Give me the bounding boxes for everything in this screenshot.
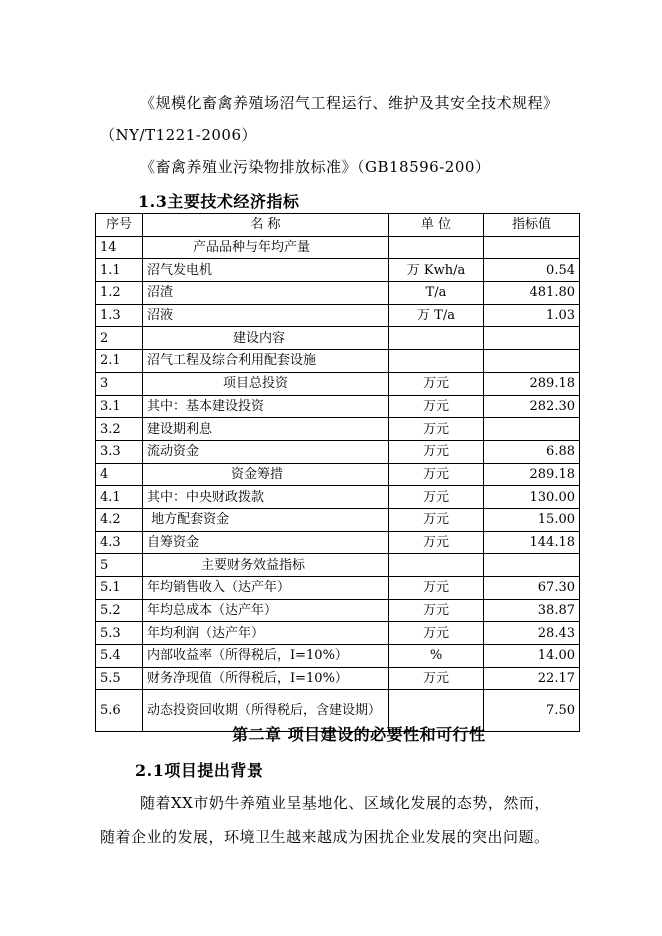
cell-value: 67.30 (484, 577, 580, 600)
cell-no: 3.1 (96, 395, 143, 418)
cell-unit: 万 Kwh/a (389, 259, 484, 282)
cell-no: 5.4 (96, 645, 143, 668)
cell-value (484, 418, 580, 441)
reference-2: 《畜禽养殖业污染物排放标准》（GB18596-200） (140, 158, 491, 176)
cell-value: 289.18 (484, 372, 580, 395)
cell-unit: 万元 (389, 486, 484, 509)
cell-no: 3.3 (96, 440, 143, 463)
table-row (96, 395, 580, 418)
cell-name: 资金筹措 (143, 463, 389, 486)
cell-unit: 万元 (389, 667, 484, 690)
cell-name: 建设期利息 (143, 418, 389, 441)
cell-value: 282.30 (484, 395, 580, 418)
reference-1-code: （NY/T1221-2006） (100, 126, 258, 144)
table-row (96, 259, 580, 282)
cell-no: 2.1 (96, 350, 143, 373)
cell-unit: 万元 (389, 577, 484, 600)
cell-no: 1.1 (96, 259, 143, 282)
cell-value: 14.00 (484, 645, 580, 668)
cell-no: 2 (96, 327, 143, 350)
table-row (96, 622, 580, 645)
cell-name: 主要财务效益指标 (143, 554, 389, 577)
cell-value (484, 350, 580, 373)
cell-no: 1.3 (96, 304, 143, 327)
cell-value: 481.80 (484, 282, 580, 305)
cell-name: 地方配套资金 (143, 508, 389, 531)
cell-no: 5 (96, 554, 143, 577)
table-row (96, 599, 580, 622)
cell-name: 内部收益率（所得税后，I=10%） (143, 645, 389, 668)
cell-value: 7.50 (484, 690, 580, 732)
chapter-title: 第二章 项目建设的必要性和可行性 (232, 725, 486, 744)
cell-name: 其中：基本建设投资 (143, 395, 389, 418)
cell-no: 3 (96, 372, 143, 395)
cell-value: 22.17 (484, 667, 580, 690)
cell-name: 自筹资金 (143, 531, 389, 554)
cell-no: 4 (96, 463, 143, 486)
cell-name: 沼渣 (143, 282, 389, 305)
subsection-title: 2.1项目提出背景 (135, 761, 264, 780)
cell-no: 4.1 (96, 486, 143, 509)
cell-value: 0.54 (484, 259, 580, 282)
cell-name: 沼气工程及综合利用配套设施 (143, 350, 389, 373)
section-title: 1.3主要技术经济指标 (138, 192, 300, 211)
body-line-2: 随着企业的发展，环境卫生越来越成为困扰企业发展的突出问题。 (100, 828, 550, 846)
cell-value (484, 327, 580, 350)
cell-name: 沼液 (143, 304, 389, 327)
table-row (96, 350, 580, 373)
table-row (96, 463, 580, 486)
cell-name: 动态投资回收期（所得税后，含建设期） (143, 690, 389, 732)
table-row (96, 577, 580, 600)
cell-value: 28.43 (484, 622, 580, 645)
cell-value (484, 554, 580, 577)
cell-no: 4.3 (96, 531, 143, 554)
cell-unit: 万元 (389, 372, 484, 395)
cell-no: 5.6 (96, 690, 143, 732)
cell-no: 5.3 (96, 622, 143, 645)
table-row (96, 531, 580, 554)
cell-value: 144.18 (484, 531, 580, 554)
cell-name: 项目总投资 (143, 372, 389, 395)
cell-unit: 万 T/a (389, 304, 484, 327)
cell-no: 4.2 (96, 508, 143, 531)
header-unit: 单 位 (389, 214, 484, 237)
table-row (96, 508, 580, 531)
header-value: 指标值 (484, 214, 580, 237)
cell-name: 年均总成本（达产年） (143, 599, 389, 622)
cell-name: 其中：中央财政拨款 (143, 486, 389, 509)
cell-name: 年均利润（达产年） (143, 622, 389, 645)
cell-unit (389, 554, 484, 577)
table-row (96, 667, 580, 690)
table-row (96, 554, 580, 577)
cell-unit: 万元 (389, 622, 484, 645)
cell-value: 130.00 (484, 486, 580, 509)
cell-name: 产品品种与年均产量 (143, 236, 389, 259)
cell-unit: 万元 (389, 599, 484, 622)
cell-unit (389, 327, 484, 350)
table-row (96, 327, 580, 350)
cell-unit: 万元 (389, 508, 484, 531)
table-row (96, 282, 580, 305)
cell-name: 建设内容 (143, 327, 389, 350)
cell-value: 1.03 (484, 304, 580, 327)
cell-no: 5.5 (96, 667, 143, 690)
body-line-1: 随着XX市奶牛养殖业呈基地化、区域化发展的态势，然而， (140, 794, 550, 812)
cell-value (484, 236, 580, 259)
cell-value: 38.87 (484, 599, 580, 622)
header-name: 名 称 (143, 214, 389, 237)
reference-1: 《规模化畜禽养殖场沼气工程运行、维护及其安全技术规程》 (140, 94, 559, 112)
cell-unit: T/a (389, 282, 484, 305)
cell-unit: % (389, 645, 484, 668)
cell-unit: 万元 (389, 531, 484, 554)
table-row (96, 418, 580, 441)
cell-unit: 万元 (389, 395, 484, 418)
cell-no: 3.2 (96, 418, 143, 441)
table-row (96, 440, 580, 463)
table-row (96, 486, 580, 509)
cell-unit: 万元 (389, 463, 484, 486)
table-row (96, 236, 580, 259)
cell-unit: 万元 (389, 418, 484, 441)
indicator-table (95, 213, 580, 732)
table-row (96, 645, 580, 668)
cell-name: 年均销售收入（达产年） (143, 577, 389, 600)
table-header-row (96, 214, 580, 237)
header-no: 序号 (96, 214, 143, 237)
cell-no: 5.1 (96, 577, 143, 600)
cell-name: 财务净现值（所得税后，I=10%） (143, 667, 389, 690)
cell-no: 5.2 (96, 599, 143, 622)
table-row (96, 372, 580, 395)
cell-unit: 万元 (389, 440, 484, 463)
cell-name: 沼气发电机 (143, 259, 389, 282)
cell-value: 15.00 (484, 508, 580, 531)
cell-unit (389, 236, 484, 259)
cell-no: 1.2 (96, 282, 143, 305)
table-row (96, 304, 580, 327)
cell-name: 流动资金 (143, 440, 389, 463)
cell-no: 14 (96, 236, 143, 259)
cell-value: 289.18 (484, 463, 580, 486)
cell-unit (389, 350, 484, 373)
cell-value: 6.88 (484, 440, 580, 463)
